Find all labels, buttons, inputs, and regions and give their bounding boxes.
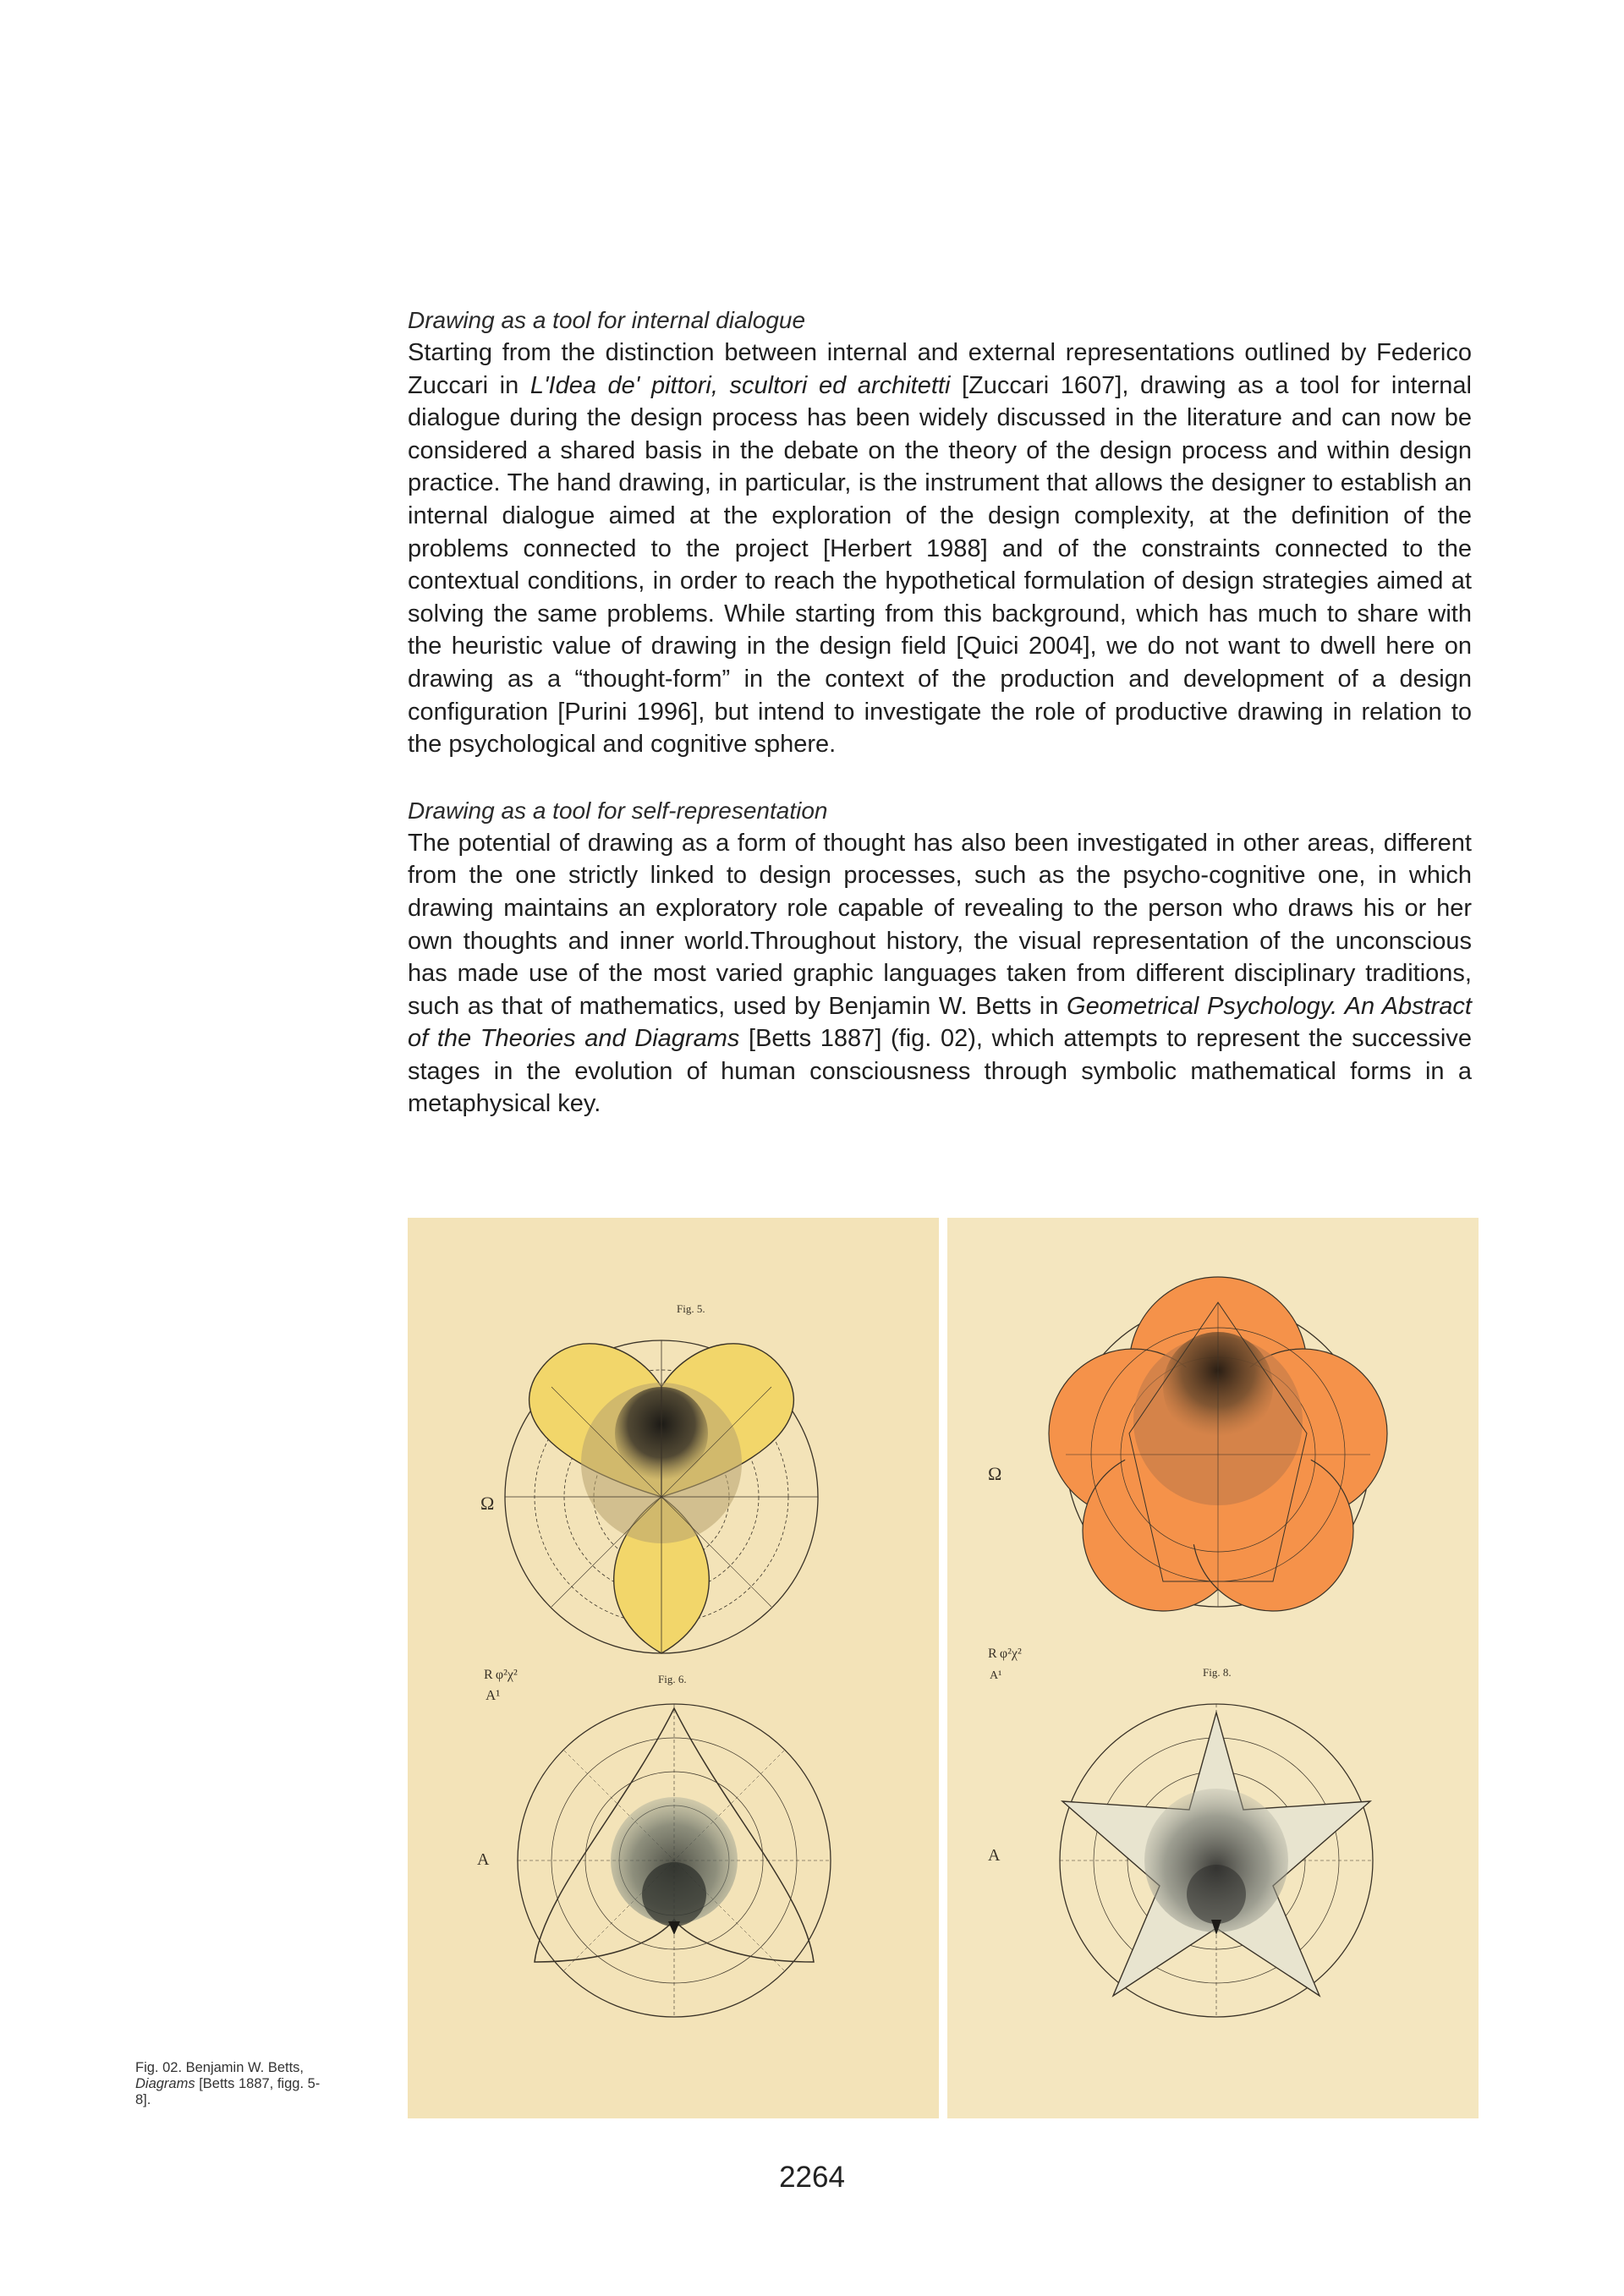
omega-label: Ω (480, 1493, 495, 1514)
fig6-label: Fig. 6. (658, 1673, 687, 1685)
paragraph-text: [Betts 1887] (fig. 02), which attempts to represent the successive stages in the evolution of human consciousness through symbolic mathematical forms in a metaphysical key. (408, 1025, 1473, 1118)
a-label: A (988, 1846, 1001, 1865)
caption-title: Diagrams (135, 2076, 195, 2091)
section-paragraph (408, 337, 1472, 761)
plate-left-drawing (408, 1218, 939, 2118)
plate-right-drawing (947, 1218, 1472, 2118)
fig7-diagram (988, 1277, 1387, 1611)
fig8-diagram (988, 1666, 1373, 2017)
formula-label: R φ²χ² (484, 1668, 518, 1682)
figure-caption (135, 2060, 332, 2108)
text-column (408, 304, 1472, 1154)
figure-betts-diagrams (408, 1218, 1472, 2118)
fig5-label: Fig. 5. (677, 1302, 705, 1315)
formula-label: R φ²χ² (988, 1647, 1022, 1661)
book-title: L'Idea de' pittori, scultori ed architetti (529, 371, 951, 399)
plate-left (408, 1218, 939, 2118)
a-prime-label: A¹ (486, 1687, 501, 1703)
book-title: Geometrical Psychology. An Abstract of the Theories and Diagrams (408, 992, 1472, 1053)
section-self-representation (408, 795, 1472, 1121)
a-label: A (477, 1850, 490, 1869)
section-internal-dialogue (408, 304, 1472, 761)
plate-right (947, 1218, 1479, 2118)
page-number: 2264 (779, 2161, 845, 2194)
omega-label: Ω (988, 1463, 1002, 1484)
fig8-label: Fig. 8. (1203, 1666, 1232, 1679)
fig5-diagram (480, 1302, 818, 1653)
caption-prefix: Fig. 02. Benjamin W. Betts, (135, 2060, 304, 2075)
section-paragraph (408, 827, 1472, 1121)
section-subhead: Drawing as a tool for internal dialogue (408, 307, 806, 333)
section-subhead: Drawing as a tool for self-representation (408, 797, 828, 824)
fig6-diagram (477, 1673, 831, 2017)
a-prime-label: A¹ (990, 1669, 1002, 1682)
caption-suffix: [Betts 1887, figg. 5-8]. (135, 2076, 321, 2107)
paragraph-text: The potential of drawing as a form of thought has also been investigated in other areas, different from the one strictly linked to design processes, such as the psycho-cognitive one, in which drawing maintains an exploratory role capable of revealing to the person who draws his or her own thoughts and inner world.Throughout history, the visual representation of the unconscious has made use of the most varied graphic languages taken from different disciplinary traditions, such as that of mathematics, used by Benjamin W. Betts in (408, 829, 1472, 1020)
paragraph-text: Starting from the distinction between internal and external representations outlined by Federico Zuccari in (408, 339, 1472, 399)
paragraph-text: [Zuccari 1607], drawing as a tool for internal dialogue during the design process has been widely discussed in the literature and can now be considered a shared basis in the debate on the theory of the design process and within design practice. The hand drawing, in particular, is the instrument that allows the designer to establish an internal dialogue aimed at the exploration of the design complexity, at the definition of the problems connected to the project [Herbert 1988] and of the constraints connected to the contextual conditions, in order to reach the hypothetical formulation of design strategies aimed at solving the same problems. While starting from this background, which has much to share with the heuristic value of drawing in the design field [Quici 2004], we do not want to dwell here on drawing as a “thought-form” in the context of the production and development of a design configuration [Purini 1996], but intend to investigate the role of productive drawing in relation to the psychological and cognitive sphere. (408, 371, 1472, 759)
